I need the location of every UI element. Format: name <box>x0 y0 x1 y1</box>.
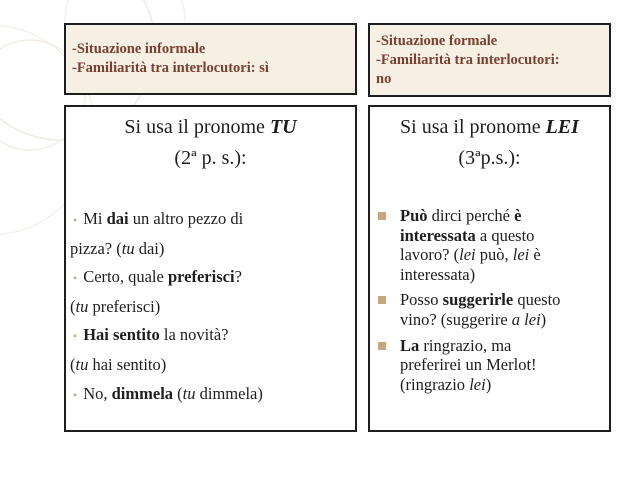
text-run: dimmela) <box>195 383 263 403</box>
example-line <box>400 226 605 246</box>
text-run: ( <box>173 383 183 403</box>
text-run: ? <box>234 267 242 287</box>
emphasized-verb: suggerirle <box>442 290 514 310</box>
informal-examples <box>70 205 351 409</box>
formal-header-line: no <box>376 70 392 87</box>
informal-header <box>64 23 357 95</box>
text-run: hai sentito) <box>88 354 167 374</box>
bullet-icon: • <box>73 329 78 344</box>
square-bullet-icon <box>378 342 386 350</box>
example-line <box>400 310 605 330</box>
formal-header-line: -Familiarità tra interlocutori: <box>376 51 560 68</box>
text-run: lavoro? ( <box>400 245 460 265</box>
formal-box <box>368 105 611 432</box>
text-run: un altro pezzo di <box>128 209 244 228</box>
title-prefix: Si usa il pronome <box>400 116 546 138</box>
text-run: ( <box>70 354 76 374</box>
emphasized-verb: La <box>400 335 420 355</box>
text-run: Mi <box>83 209 107 228</box>
title-person: (2ª p. s.): <box>174 147 247 169</box>
emphasized-verb: preferisci <box>167 267 235 287</box>
example-line <box>400 375 605 395</box>
text-run: è <box>529 245 541 265</box>
pronoun-note: lei <box>469 374 486 394</box>
list-item <box>374 290 605 329</box>
emphasized-verb: dai <box>106 209 129 228</box>
example-line <box>70 235 351 264</box>
list-item <box>374 336 605 395</box>
informal-header-line: -Familiarità tra interlocutori: sì <box>72 60 269 76</box>
example-line <box>70 205 351 235</box>
example-line <box>400 290 605 310</box>
text-run: può, <box>475 245 513 265</box>
example-line <box>400 355 605 375</box>
pronoun-note: tu <box>75 354 89 374</box>
text-run: preferisci) <box>88 296 161 316</box>
text-run: vino? (suggerire <box>400 309 512 329</box>
formal-examples <box>374 206 605 400</box>
example-line <box>400 336 605 356</box>
text-run: ( <box>70 296 76 316</box>
emphasized-verb: interessata <box>400 225 476 245</box>
example-line <box>70 263 351 293</box>
bullet-icon: • <box>73 387 78 402</box>
emphasized-verb: Hai sentito <box>83 325 160 345</box>
informal-title <box>66 112 355 174</box>
text-run: Posso <box>400 290 443 310</box>
formal-header-line: -Situazione formale <box>376 32 498 49</box>
bullet-icon: • <box>73 271 78 286</box>
pronoun-note: lei <box>459 245 476 265</box>
text-run: dirci perché <box>427 206 515 225</box>
example-line <box>70 321 351 351</box>
example-line <box>70 351 351 380</box>
text-run: No, <box>83 383 112 403</box>
example-line <box>400 206 605 226</box>
text-run: ) <box>485 374 492 394</box>
text-run: pizza? ( <box>70 238 122 258</box>
text-run: preferirei un Merlot! <box>400 355 537 375</box>
text-run: (ringrazio <box>400 374 470 394</box>
formal-header <box>368 23 611 97</box>
title-prefix: Si usa il pronome <box>124 116 270 138</box>
text-run: Certo, quale <box>83 267 168 287</box>
informal-header-line: -Situazione informale <box>72 41 206 57</box>
pronoun-lei: LEI <box>545 116 579 138</box>
text-run: ringrazio, ma <box>419 335 512 355</box>
text-run: dai) <box>134 238 165 258</box>
square-bullet-icon <box>378 296 386 304</box>
text-run: questo <box>513 290 561 310</box>
example-line <box>400 265 605 285</box>
informal-box <box>64 105 357 432</box>
text-run: a questo <box>475 225 535 245</box>
emphasized-verb: dimmela <box>111 383 174 403</box>
title-person: (3ªp.s.): <box>458 147 521 169</box>
emphasized-verb: è <box>514 206 522 225</box>
text-run: interessata) <box>400 264 476 284</box>
pronoun-note: lei <box>512 245 530 265</box>
list-item <box>374 206 605 284</box>
example-line <box>70 380 351 410</box>
text-run: ) <box>540 309 547 329</box>
pronoun-note: tu <box>182 383 196 403</box>
pronoun-note: tu <box>75 296 89 316</box>
pronoun-note: a lei <box>511 309 541 329</box>
example-line <box>70 293 351 322</box>
pronoun-tu: TU <box>269 116 297 138</box>
square-bullet-icon <box>378 212 386 220</box>
pronoun-note: tu <box>121 238 135 258</box>
example-line <box>400 245 605 265</box>
formal-title <box>370 112 609 174</box>
bullet-icon: • <box>73 213 78 227</box>
text-run: la novità? <box>159 325 229 345</box>
emphasized-verb: Può <box>400 206 428 225</box>
